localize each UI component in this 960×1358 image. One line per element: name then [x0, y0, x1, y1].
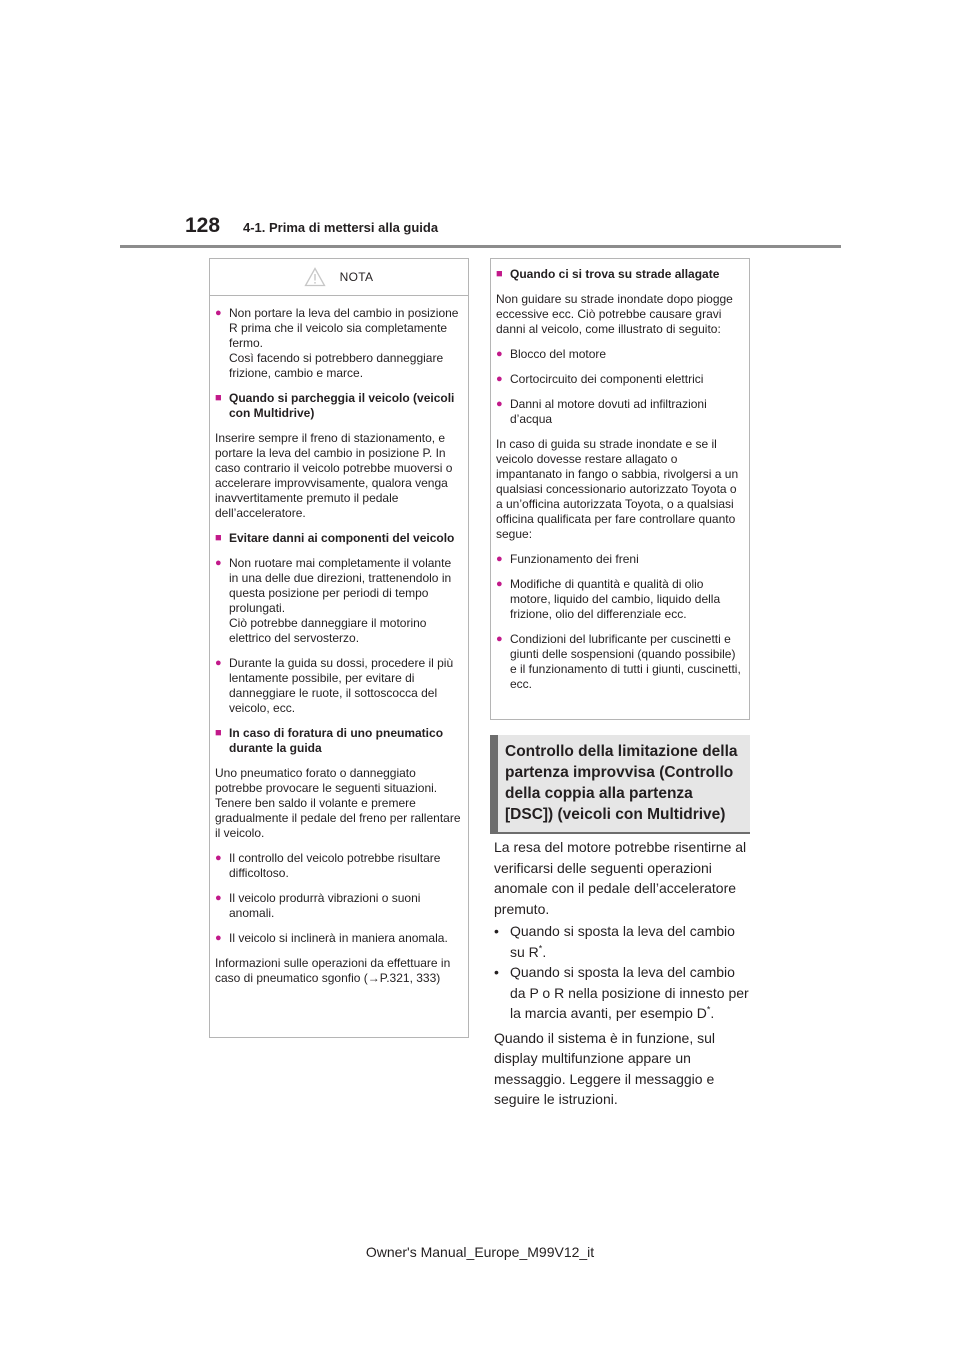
nota-list-item	[215, 656, 462, 716]
square-bullet-icon: ■	[215, 727, 222, 739]
bullet-end: .	[710, 1005, 715, 1021]
flood-list-item	[496, 372, 743, 387]
flood-paragraph: In caso di guida su strade inondate e se il veicolo dovesse restare allagato o impantanato in fango o sabbia, rivolgersi a un qualsiasi concessionario autorizzato Toyota o a un’officina autorizzata Toyota, o a qualsiasi officina qualificata per fare controllare quanto segue:	[496, 437, 739, 541]
nota-list-item	[215, 306, 462, 381]
nota-subheading	[215, 531, 462, 546]
flood-subheading	[496, 267, 743, 282]
dsc-bullet-2-text: Quando si sposta la leva del cambio da P o R nella posizione di innesto per la marcia avanti, per esempio D	[510, 964, 749, 1021]
section-title: 4-1. Prima di mettersi alla guida	[243, 220, 439, 235]
flood-list-item	[496, 397, 743, 427]
flood-list-item	[496, 577, 743, 622]
flood-item-text: Danni al motore dovuti ad infiltrazioni d’acqua	[510, 397, 707, 426]
nota-item-text: Il veicolo si inclinerà in maniera anomala.	[229, 931, 448, 945]
flood-item-text: Condizioni del lubrificante per cuscinetti e giunti delle sospensioni (quando possibile) e il funzionamento di tutti i giunti, cuscinetti, ecc.	[510, 632, 741, 691]
nota-paragraph: Informazioni sulle operazioni da effettuare in caso di pneumatico sgonfio (→P.321, 333)	[215, 956, 451, 985]
bullet-dot-icon: •	[494, 923, 499, 939]
nota-item-text: Il controllo del veicolo potrebbe risultare difficoltoso.	[229, 851, 441, 880]
nota-list-item	[215, 891, 462, 921]
nota-list-item	[215, 931, 462, 946]
flood-list-item	[496, 632, 743, 692]
nota-subheading	[215, 391, 462, 421]
flood-list-item	[496, 552, 743, 567]
square-bullet-icon: ■	[215, 392, 222, 404]
dsc-intro: La resa del motore potrebbe risentirne al verificarsi delle seguenti operazioni anomale con il pedale dell’acceleratore premuto.	[494, 839, 747, 917]
nota-list-item	[215, 851, 462, 881]
nota-item-text: Non portare la leva del cambio in posizione R prima che il veicolo sia completamente fermo. Così facendo si potrebbero danneggiare frizione, cambio e marce.	[229, 306, 459, 380]
nota-item-text: Evitare danni ai componenti del veicolo	[229, 531, 455, 545]
circle-bullet-icon: ●	[215, 932, 222, 944]
circle-bullet-icon: ●	[215, 307, 222, 319]
nota-item-text: Quando si parcheggia il veicolo (veicoli con Multidrive)	[229, 391, 455, 420]
asterisk: *	[706, 1004, 711, 1015]
dsc-body	[494, 837, 752, 1112]
circle-bullet-icon: ●	[496, 348, 503, 360]
header-rule	[120, 245, 841, 248]
nota-divider	[210, 295, 468, 296]
nota-item-text: Non ruotare mai completamente il volante in una delle due direzioni, trattenendolo in questa posizione per periodi di tempo prolungati. Ciò potrebbe danneggiare il motorino elettrico del servosterzo.	[229, 556, 452, 645]
flood-item-text: Modifiche di quantità e qualità di olio motore, liquido del cambio, liquido della frizione, olio del differenziale ecc.	[510, 577, 721, 621]
dsc-heading-bar	[490, 735, 498, 832]
nota-box	[209, 258, 469, 1038]
nota-item-text: Durante la guida su dossi, procedere il più lentamente possibile, per evitare di danneggiare le ruote, il sottoscocca del veicolo, ecc.	[229, 656, 454, 715]
dsc-bullet-2	[494, 962, 752, 1024]
nota-label: NOTA	[339, 270, 374, 284]
circle-bullet-icon: ●	[496, 553, 503, 565]
bullet-end: .	[542, 943, 547, 960]
circle-bullet-icon: ●	[215, 657, 222, 669]
dsc-bullet-1	[494, 921, 752, 962]
nota-items	[215, 306, 462, 986]
square-bullet-icon: ■	[215, 532, 222, 544]
flood-item-text: Cortocircuito dei componenti elettrici	[510, 372, 704, 386]
flood-list-item	[496, 347, 743, 362]
page-number: 128	[185, 214, 221, 237]
flood-paragraph: Non guidare su strade inondate dopo piogge eccessive ecc. Ciò potrebbe causare gravi danni al veicolo, come illustrato di seguito:	[496, 292, 733, 336]
flood-box	[490, 258, 750, 720]
nota-paragraph: Inserire sempre il freno di stazionamento, e portare la leva del cambio in posizione P. In caso contrario il veicolo potrebbe muoversi o accelerare improvvisamente, qualora venga inavvertitamente premuto il pedale dell’acceleratore.	[215, 431, 453, 520]
dsc-heading-rule	[490, 832, 750, 834]
dsc-heading: Controllo della limitazione della partenza improvvisa (Controllo della coppia alla partenza [DSC]) (veicoli con Multidrive)	[505, 743, 738, 823]
warning-triangle-icon	[304, 267, 326, 287]
nota-subheading	[215, 726, 462, 756]
footer-text: Owner's Manual_Europe_M99V12_it	[365, 1244, 595, 1260]
dsc-closing: Quando il sistema è in funzione, sul display multifunzione appare un messaggio. Leggere il messaggio e seguire le istruzioni.	[494, 1029, 716, 1107]
circle-bullet-icon: ●	[496, 633, 503, 645]
circle-bullet-icon: ●	[496, 398, 503, 410]
circle-bullet-icon: ●	[215, 852, 222, 864]
nota-paragraph: Uno pneumatico forato o danneggiato potrebbe provocare le seguenti situazioni. Tenere ben saldo il volante e premere gradualmente il pedale del freno per rallentare il veicolo.	[215, 766, 461, 840]
flood-item-text: Blocco del motore	[510, 347, 607, 361]
bullet-dot-icon: •	[494, 964, 499, 980]
circle-bullet-icon: ●	[215, 557, 222, 569]
flood-items	[496, 267, 743, 692]
asterisk: *	[538, 942, 543, 953]
nota-list-item	[215, 556, 462, 646]
circle-bullet-icon: ●	[215, 892, 222, 904]
flood-item-text: Quando ci si trova su strade allagate	[510, 267, 720, 281]
square-bullet-icon: ■	[496, 268, 503, 280]
dsc-bullet-1-text: Quando si sposta la leva del cambio su R	[510, 923, 735, 960]
flood-item-text: Funzionamento dei freni	[510, 552, 639, 566]
circle-bullet-icon: ●	[496, 578, 503, 590]
nota-header	[215, 267, 462, 287]
nota-item-text: In caso di foratura di uno pneumatico durante la guida	[229, 726, 444, 755]
circle-bullet-icon: ●	[496, 373, 503, 385]
nota-item-text: Il veicolo produrrà vibrazioni o suoni anomali.	[229, 891, 421, 920]
dsc-heading-box	[490, 735, 750, 832]
